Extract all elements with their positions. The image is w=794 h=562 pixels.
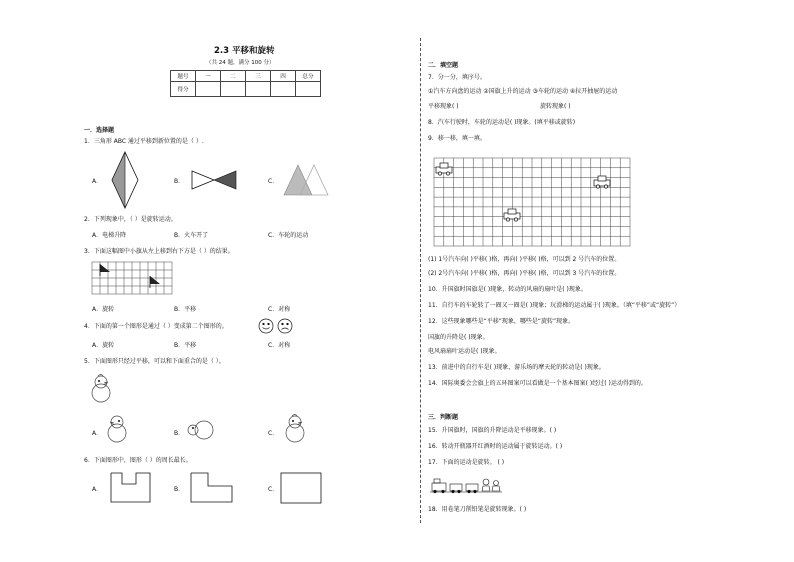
question-18: 18．用卷笔刀削铅笔是旋转现象。( ) (428, 506, 527, 513)
q7-fill-rotation[interactable]: 旋转现象( ) (540, 103, 571, 110)
question-11: 11．自行车的车轮转了一圈又一圈是( )现象；玩滑梯的运动属于( )现象。（填“平移”或“旋转”） (428, 302, 681, 309)
q17-train-ride-figure (430, 474, 502, 494)
car-1-icon (436, 163, 452, 175)
q6-option-b-figure (190, 472, 234, 504)
q12-fill-b[interactable]: 电风扇扇叶运动是( )现象。 (428, 348, 501, 355)
q3-option-b: B．平移 (174, 306, 197, 313)
q5-option-a-label: A． (92, 430, 103, 437)
q2-option-a: A．电梯升降 (92, 232, 127, 239)
q4-option-a: A．旋转 (92, 342, 115, 349)
question-3: 3．下面这幅图中小旗从左上移到右下方是（ ）的结果。 (84, 248, 234, 255)
question-12: 12．这些现象哪些是“平移”现象，哪些是“旋转”现象。 (428, 318, 575, 325)
question-1: 1．三角形 ABC 通过平移到新位置的是（ ）. (84, 138, 204, 145)
q4-option-c: C．对称 (268, 342, 291, 349)
score-input-cell[interactable] (221, 82, 246, 97)
score-cell: 二 (221, 71, 246, 82)
question-4: 4．下面的第一个图形是通过（ ）变成第二个图形的。 (84, 323, 228, 330)
q4-option-b: B．平移 (174, 342, 197, 349)
q1-option-b-figure (190, 168, 240, 192)
q7-items: ①汽车方向盘的运动 ②国旗上升的运动 ③车轮的运动 ④拉开抽屉的运动 (428, 88, 618, 95)
section-heading-judge: 三．判断题 (428, 414, 459, 421)
q4-smiley-faces (258, 318, 294, 334)
score-input-cell[interactable] (246, 82, 271, 97)
score-cell: 四 (271, 71, 296, 82)
q1-option-c-figure (284, 163, 334, 199)
score-input-cell[interactable] (196, 82, 221, 97)
score-cell: 题号 (171, 71, 196, 82)
question-6: 6．下面图形中，图形（ ）的周长最长。 (84, 457, 192, 464)
q5-option-c-figure (282, 414, 308, 444)
q5-option-c-label: C． (268, 430, 279, 437)
section-heading-choice: 一．选择题 (84, 127, 115, 134)
score-input-cell[interactable] (271, 82, 296, 97)
q9-fill-1[interactable]: (1) 1号汽车向( )平移( )格，再向( )平移( )格，可以到 2 号汽车的位置。 (428, 256, 621, 263)
q6-option-b-label: B． (174, 486, 185, 493)
q3-option-a: A．旋转 (92, 306, 115, 313)
q2-option-c: C．车轮的运动 (268, 232, 309, 239)
score-table-score-row (171, 82, 321, 97)
q6-option-c-figure (280, 472, 322, 504)
score-table (170, 70, 321, 97)
q1-option-a-figure (110, 150, 140, 210)
q5-chick-figure (88, 374, 114, 404)
score-input-cell[interactable] (296, 82, 321, 97)
q9-car-grid (434, 158, 630, 246)
q1-option-b-label: B． (174, 178, 185, 185)
score-table-header-row (171, 71, 321, 82)
question-17: 17．下面的运动是旋转。 ( ) (428, 459, 505, 466)
column-divider (420, 38, 421, 523)
car-2-icon (594, 176, 610, 188)
q5-option-b-figure (188, 418, 218, 442)
q9-fill-2[interactable]: (2) 2号汽车向( )平移( )格，再向( )平移( )格，可以到 3 号汽车的位置。 (428, 270, 621, 277)
question-2: 2．下列现象中，（ ）是旋转运动。 (84, 216, 177, 223)
q7-fill-translation[interactable]: 平移现象( ) (428, 103, 459, 110)
question-14: 14．国际奥委会会旗上的五环图案可以看做是一个基本图案( )经过( )运动得到的。 (428, 380, 647, 387)
q3-option-c: C．对称 (268, 306, 291, 313)
q3-flag-grid (92, 262, 172, 294)
q6-option-c-label: C． (268, 486, 279, 493)
question-10: 10．升国旗时国旗是( )现象，转动的风扇的扇叶是( )现象。 (428, 286, 587, 293)
question-16: 16．转动开瓶器开红酒时的运动属于旋转运动。( ) (428, 443, 563, 450)
score-cell: 得分 (171, 82, 196, 97)
q1-option-a-label: A． (92, 178, 103, 185)
question-13: 13．前进中的自行车是( )现象，游乐场的摩天轮的转动是( )现象。 (428, 364, 605, 371)
page-subtitle: （共 24 题，满分 100 分） (206, 60, 275, 66)
q6-option-a-figure (110, 472, 152, 504)
page-title: 2.3 平移和旋转 (214, 46, 275, 56)
q2-option-b: B．火车开了 (174, 232, 209, 239)
q5-option-b-label: B． (174, 430, 185, 437)
q6-option-a-label: A． (92, 486, 103, 493)
q5-option-a-figure (104, 414, 130, 444)
section-heading-fill: 二．填空题 (428, 62, 459, 69)
score-cell: 三 (246, 71, 271, 82)
question-5: 5．下面图形只经过平移，可以和下面重合的是（ ）。 (84, 358, 225, 365)
question-8: 8．汽车行驶时，车轮的运动是( )现象。(填平移或旋转) (428, 119, 576, 126)
car-3-icon (504, 209, 520, 221)
q12-fill-a[interactable]: 国旗的升降是( )现象。 (428, 334, 489, 341)
question-9: 9．移一移，填一填。 (428, 135, 486, 142)
question-15: 15．升国旗时，国旗的升降运动是平移现象。( ) (428, 427, 557, 434)
score-cell: 一 (196, 71, 221, 82)
score-cell: 总分 (296, 71, 321, 82)
q1-option-c-label: C． (268, 178, 279, 185)
question-7: 7．分一分，填序号。 (428, 74, 486, 81)
